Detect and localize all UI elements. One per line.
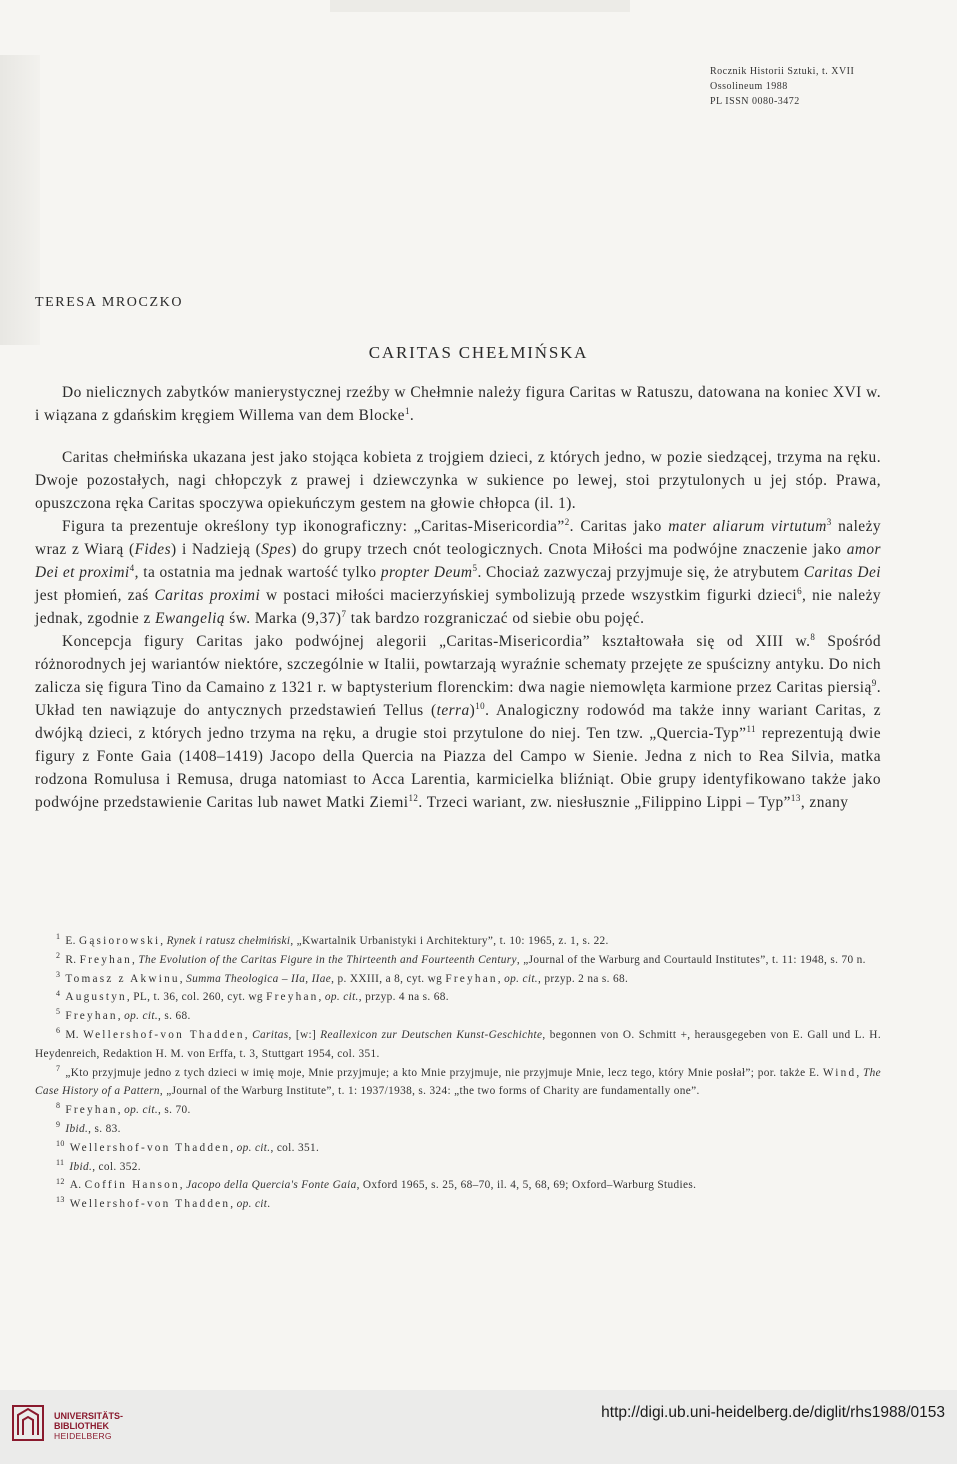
footnote: $^{13}$ Wellershof-von Thadden, op. cit. — [56, 1195, 271, 1211]
journal-line: Rocznik Historii Sztuki, t. XVII — [710, 66, 855, 77]
footnote-ref: 12 — [408, 792, 419, 803]
paragraph-4: Koncepcja figury Caritas jako podwójnej alegorii „Caritas-Misericordia” kształtowała się od XIII w.$^8$ Spośród różnorodnych jej wariantów niektóre, szczególnie w Italii, powtarzają wyraźnie schematy przejęte ze spuścizny antyku. Do nich zalicza się figura Tino da Camaino z 1321 r. w baptysterium florenckim: dwa nagie niemowlęta karmione przez Caritas piersią$^9$. Układ ten nawiązuje do antycznych przedstawień Tellus (terra)$^{10}$. Analogiczny rodowód ma także inny wariant Caritas, z dwójką dzieci, z których jedno trzyma na ręku, a drugie stoi przytulone do niej. Ten tzw. „Quercia-Typ”$^{11}$ reprezentują dwie figury z Fonte Gaia (1408–1419) Jacopo della Quercia na Piazza del Campo w Sienie. Jedna z nich to Rea Silvia, matka rodzona Romulusa i Remusa, druga natomiast to Acca Larentia, karmicielka bliźniąt. Obie grupy identyfikowano także jako podwójne przedstawienie Caritas lub nawet Matki Ziemi$^{12}$. Trzeci wariant, zw. niesłusznie „Filippino Lippi – Typ”$^{13}$, znany — [35, 631, 881, 811]
publication-info — [710, 64, 854, 109]
footnote-ref: 5 — [472, 562, 478, 573]
footnote-ref: 13 — [790, 792, 801, 803]
footnote: $^9$ Ibid., s. 83. — [56, 1120, 121, 1135]
top-bleed — [330, 0, 630, 12]
footnote-ref: 9 — [871, 677, 877, 688]
article-body — [35, 381, 881, 814]
footnote-ref: 6 — [797, 585, 803, 596]
publisher-line: Ossolineum 1988 — [710, 81, 788, 92]
footnotes — [35, 932, 881, 1214]
footnote: $^2$ R. Freyhan, The Evolution of the Caritas Figure in the Thirteenth and Fourteenth Century, „Journal of the Warburg and Courtauld Institutes”, t. 11: 1948, s. 70 n. — [56, 951, 866, 966]
footnote-ref: 11 — [746, 723, 757, 734]
footnote: $^1$ E. Gąsiorowski, Rynek i ratusz chełmiński, „Kwartalnik Urbanistyki i Architektury”, t. 10: 1965, z. 1, s. 22. — [56, 932, 609, 947]
footnote: $^4$ Augustyn, PL, t. 36, col. 260, cyt. wg Freyhan, op. cit., przyp. 4 na s. 68. — [56, 988, 449, 1004]
issn-line: PL ISSN 0080-3472 — [710, 96, 800, 107]
document-url-link[interactable]: http://digi.ub.uni-heidelberg.de/diglit/rhs1988/0153 — [601, 1404, 945, 1421]
footnote-ref: 3 — [826, 516, 832, 527]
footnote-ref: 7 — [341, 608, 347, 619]
footnote: $^3$ Tomasz z Akwinu, Summa Theologica – IIa, IIae, p. XXIII, a 8, cyt. wg Freyhan, op. cit., przyp. 2 na s. 68. — [56, 969, 629, 985]
footnote: $^{11}$ Ibid., col. 352. — [56, 1157, 141, 1173]
footnote: $^{12}$ A. Coffin Hanson, Jacopo della Quercia's Fonte Gaia, Oxford 1965, s. 25, 68–70, il. 4, 5, 68, 69; Oxford–Warburg Studies. — [56, 1176, 697, 1192]
facing-page-bleed — [0, 55, 40, 345]
footnote: $^8$ Freyhan, op. cit., s. 70. — [56, 1101, 191, 1117]
paragraph-2: Caritas chełmińska ukazana jest jako stojąca kobieta z trojgiem dzieci, z których jedno, w pozie siedzącej, trzyma na ręku. Dwoje pozostałych, nagi chłopczyk z prawej i dziewczynka w sukience po lewej, stoi przytulonych u jej stóp. Prawa, opuszczona ręka Caritas spoczywa opiekuńczym gestem na głowie chłopca (il. 1). — [35, 449, 881, 512]
footnote-ref: 2 — [564, 516, 570, 527]
footnote: $^5$ Freyhan, op. cit., s. 68. — [56, 1007, 191, 1023]
paragraph-1: Do nielicznych zabytków manierystycznej rzeźby w Chełmnie należy figura Caritas w Ratuszu, datowana na koniec XVI w. i wiązana z gdańskim kręgiem Willema van dem Blocke$^1$. — [35, 384, 881, 424]
viewer-footer — [0, 1390, 957, 1464]
footnote: $^{10}$ Wellershof-von Thadden, op. cit., col. 351. — [56, 1139, 320, 1154]
footnote-ref: 4 — [129, 562, 135, 573]
footnote-ref: 10 — [475, 700, 486, 711]
footnote: $^7$ „Kto przyjmuje jedno z tych dzieci w imię moje, Mnie przyjmuje; a kto Mnie przyjmuje, nie przyjmuje Mnie, lecz tego, który Mnie posłał”; por. także E. Wind, The Case History of a Pattern, „Journal of the Warburg Institute”, t. 1: 1937/1938, s. 324: „the two forms of Charity are fundamentally one”. — [35, 1063, 881, 1098]
footnote-ref: 8 — [810, 631, 816, 642]
footnote: $^6$ M. Wellershof-von Thadden, Caritas, [w:] Reallexicon zur Deutschen Kunst-Geschichte, begonnen von O. Schmitt +, herausgegeben von E. Gall und L. H. Heydenreich, Redaktion H. M. von Erffa, t. 3, Stuttgart 1954, col. 351. — [35, 1026, 881, 1060]
author-name: TERESA MROCZKO — [35, 295, 184, 310]
library-name[interactable]: UNIVERSITÄTS- BIBLIOTHEK HEIDELBERG — [54, 1411, 124, 1441]
paragraph-3: Figura ta prezentuje określony typ ikonograficzny: „Caritas-Misericordia”$^2$. Caritas jako mater aliarum virtutum$^3$ należy wraz z Wiarą (Fides) i Nadzieją (Spes) do grupy trzech cnót teologicznych. Cnota Miłości ma podwójne znaczenie jako amor Dei et proximi$^4$, ta ostatnia ma jednak wartość tylko propter Deum$^5$. Chociaż zazwyczaj przyjmuje się, że atrybutem Caritas Dei jest płomień, zaś Caritas proximi w postaci miłości macierzyńskiej symbolizują przede wszystkim figurki dzieci$^6$, nie należy jednak, zgodnie z Ewangelią św. Marka $(9,37)^7$ tak bardzo rozgraniczać od siebie obu pojęć. — [35, 516, 882, 627]
library-logo-icon[interactable] — [12, 1405, 44, 1441]
footnote-ref: 1 — [404, 405, 410, 416]
article-title: CARITAS CHEŁMIŃSKA — [368, 343, 589, 362]
